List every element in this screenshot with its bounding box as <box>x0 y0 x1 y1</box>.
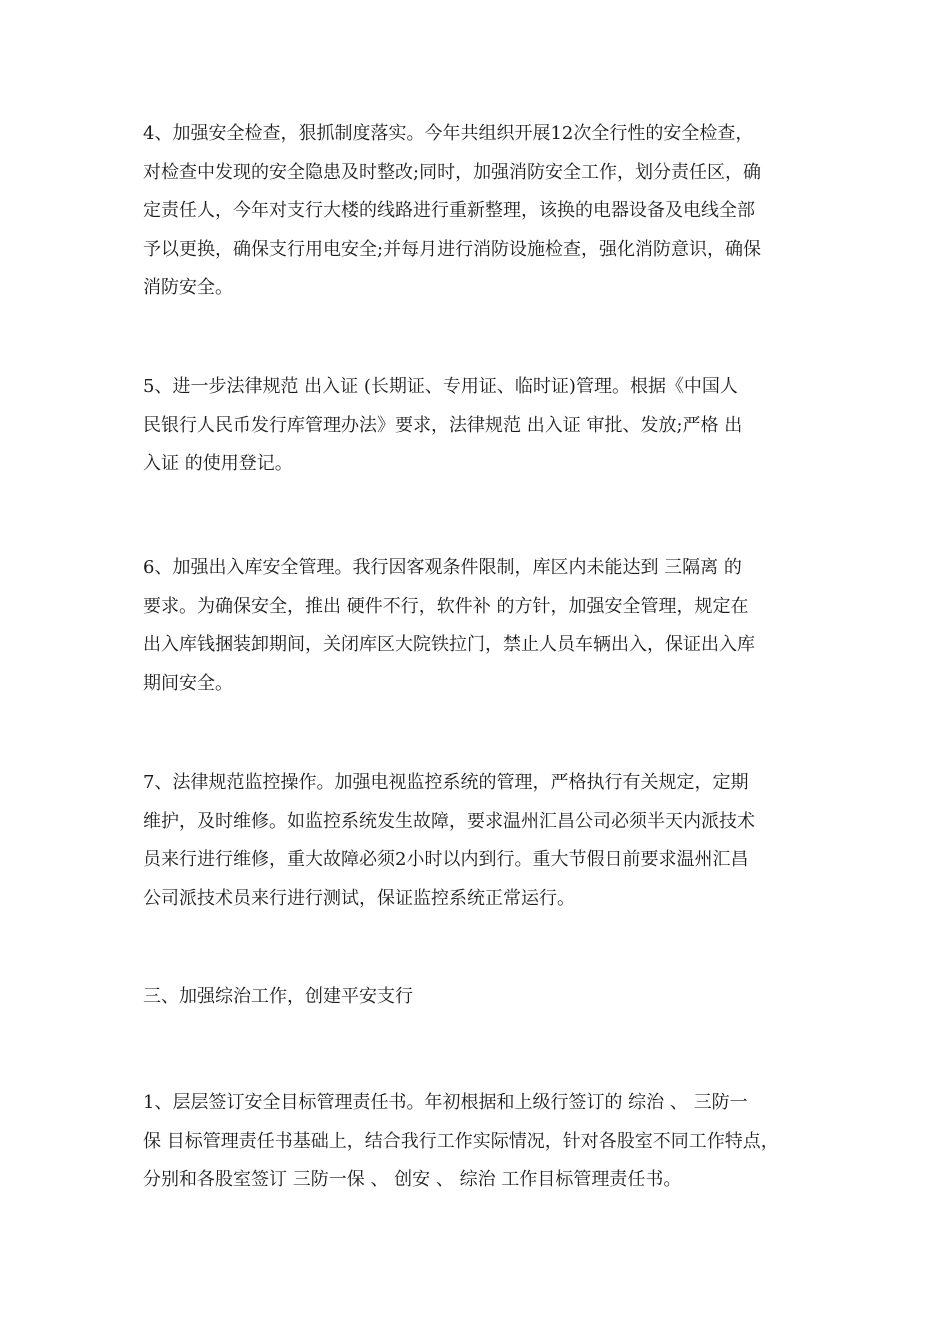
text-line: 1、层层签订安全目标管理责任书。年初根据和上级行签订的 综治 、 三防一 <box>143 1092 748 1113</box>
text-line: 4、加强安全检查，狠抓制度落实。今年共组织开展12次全行性的安全检查， <box>143 123 754 144</box>
text-line: 要求。为确保安全，推出 硬件不行，软件补 的方针，加强安全管理，规定在 <box>143 595 749 617</box>
text-line: 分别和各股室签订 三防一保 、 创安 、 综治 工作目标管理责任书。 <box>143 1169 682 1190</box>
paragraph-monitoring <box>143 764 823 918</box>
text-line: 5、进一步法律规范 出入证 (长期证、专用证、临时证)管理。根据《中国人 <box>143 376 738 397</box>
text-line: 7、法律规范监控操作。加强电视监控系统的管理，严格执行有关规定，定期 <box>143 772 749 793</box>
text-line: 消防安全。 <box>143 277 233 298</box>
text-line: 期间安全。 <box>143 672 233 694</box>
paragraph-responsibility-letter <box>143 1084 823 1200</box>
section-heading <box>143 978 823 1017</box>
paragraph-vault-entry <box>143 549 823 703</box>
text-line: 予以更换，确保支行用电安全;并每月进行消防设施检查，强化消防意识，确保 <box>143 238 762 260</box>
text-line: 定责任人，今年对支行大楼的线路进行重新整理，该换的电器设备及电线全部 <box>143 200 755 221</box>
text-line: 公司派技术员来行进行测试，保证监控系统正常运行。 <box>143 887 575 909</box>
text-line: 员来行进行维修，重大故障必须2小时以内到行。重大节假日前要求温州汇昌 <box>143 849 749 870</box>
text-line: 民银行人民币发行库管理办法》要求，法律规范 出入证 审批、发放;严格 出 <box>143 414 743 436</box>
text-line: 出入库钱捆装卸期间，关闭库区大院铁拉门，禁止人员车辆出入，保证出入库 <box>143 634 755 655</box>
text-line: 维护，及时维修。如监控系统发生故障，要求温州汇昌公司必须半天内派技术 <box>143 810 755 832</box>
text-line: 入证 的使用登记。 <box>143 453 293 474</box>
paragraph-access-pass <box>143 368 823 484</box>
text-line: 保 目标管理责任书基础上，结合我行工作实际情况，针对各股室不同工作特点， <box>143 1130 779 1152</box>
text-line: 6、加强出入库安全管理。我行因客观条件限制，库区内未能达到 三隔离 的 <box>143 557 742 578</box>
paragraph-safety-inspection <box>143 115 823 308</box>
text-line: 对检查中发现的安全隐患及时整改;同时，加强消防安全工作，划分责任区，确 <box>143 161 762 183</box>
heading-text: 三、加强综治工作，创建平安支行 <box>143 986 413 1007</box>
